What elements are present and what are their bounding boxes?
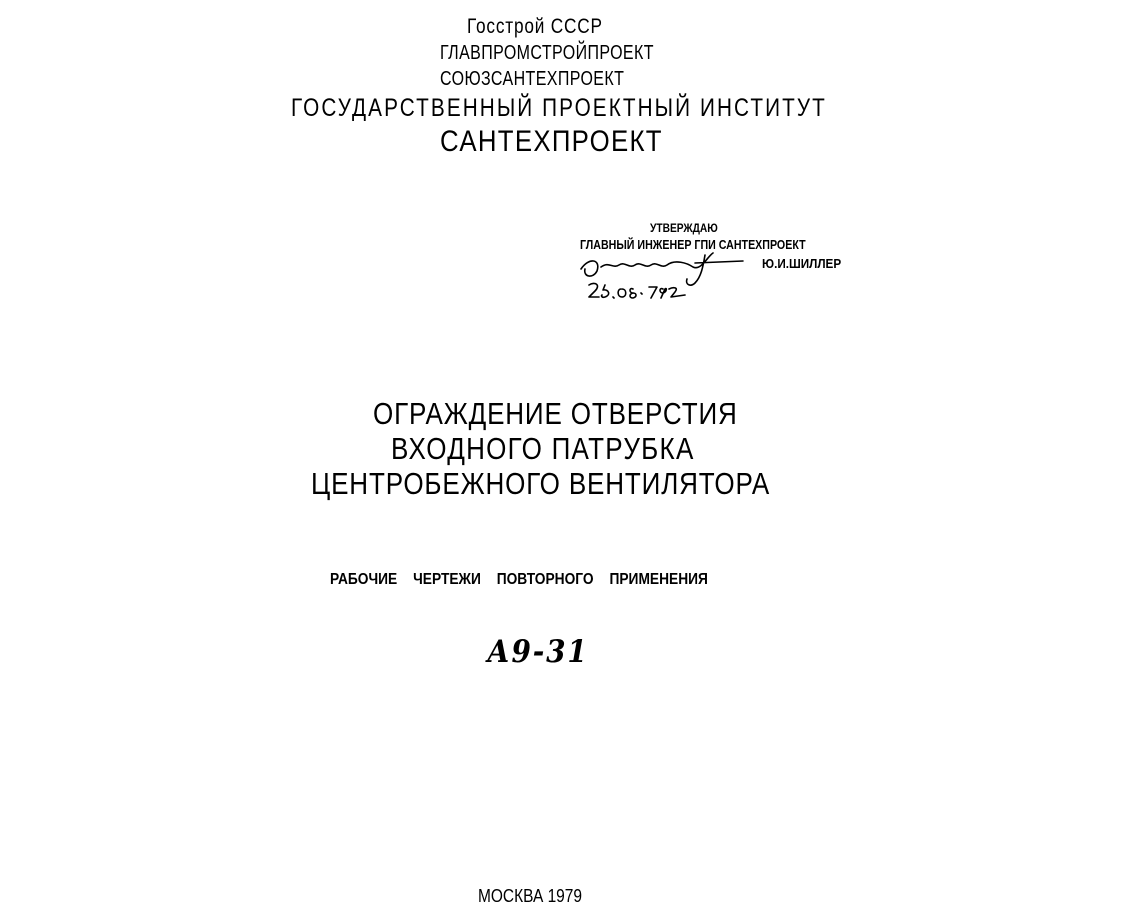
approval-word: УТВЕРЖДАЮ [650,221,718,235]
header-gosstroy: Госстрой СССР [467,15,603,38]
header-institute: ГОСУДАРСТВЕННЫЙ ПРОЕКТНЫЙ ИНСТИТУТ [291,94,827,122]
approval-role: ГЛАВНЫЙ ИНЖЕНЕР ГПИ САНТЕХПРОЕКТ [580,237,806,252]
title-line-2: ВХОДНОГО ПАТРУБКА [391,431,695,466]
header-santehproekt: САНТЕХПРОЕКТ [440,125,663,158]
series-code: А9-31 [487,634,589,670]
city-year: МОСКВА 1979 [478,886,583,906]
title-line-1: ОГРАЖДЕНИЕ ОТВЕРСТИЯ [373,396,738,431]
header-soyuzsantehproekt: СОЮЗСАНТЕХПРОЕКТ [440,68,625,90]
approval-name: Ю.И.ШИЛЛЕР [762,256,842,271]
title-line-3: ЦЕНТРОБЕЖНОГО ВЕНТИЛЯТОРА [311,466,771,501]
document-subtitle: РАБОЧИЕ ЧЕРТЕЖИ ПОВТОРНОГО ПРИМЕНЕНИЯ [330,571,708,588]
header-glavpromstroyproekt: ГЛАВПРОМСТРОЙПРОЕКТ [440,42,654,64]
handwritten-signature [575,247,745,307]
